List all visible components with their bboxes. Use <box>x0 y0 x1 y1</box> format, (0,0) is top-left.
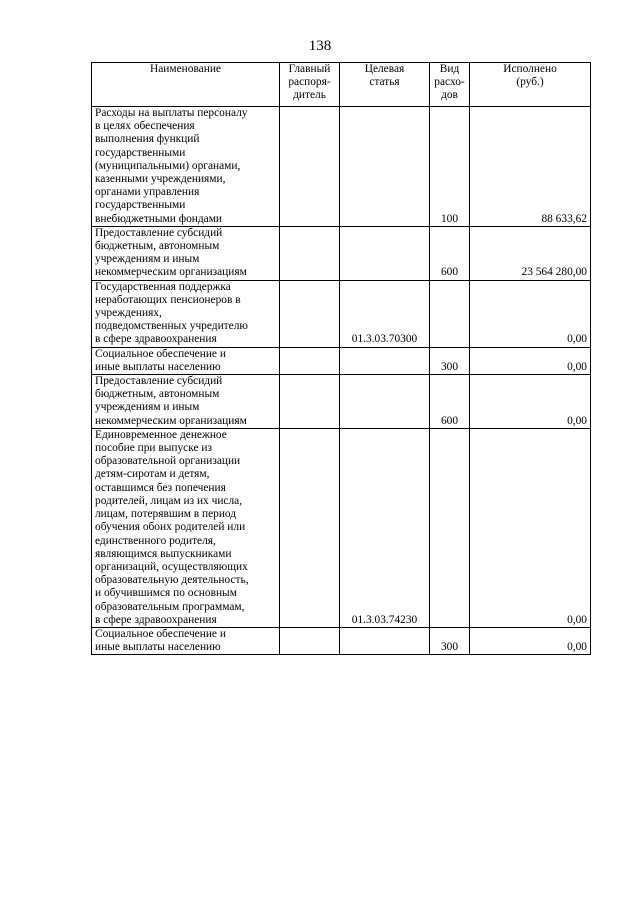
column-header-chief-administrator: Главный распоря- дитель <box>280 63 340 107</box>
row-chief-cell <box>280 107 340 227</box>
row-chief-cell <box>280 226 340 280</box>
row-target-cell <box>340 627 430 654</box>
row-chief-cell <box>280 347 340 374</box>
column-header-expense-type: Вид расхо- дов <box>430 63 470 107</box>
budget-execution-table <box>91 62 591 655</box>
row-name-cell: Государственная поддержка неработающих пенсионеров в учреждениях, подведомственных учредителю в сфере здравоохранения <box>92 280 280 347</box>
table-row <box>92 627 591 654</box>
table-row <box>92 428 591 627</box>
row-target-cell <box>340 347 430 374</box>
row-name-cell: Предоставление субсидий бюджетным, автономным учреждениям и иным некоммерческим организациям <box>92 226 280 280</box>
row-chief-cell <box>280 627 340 654</box>
table-row <box>92 280 591 347</box>
row-target-cell <box>340 375 430 429</box>
row-name-cell: Расходы на выплаты персоналу в целях обеспечения выполнения функций государственными (муниципальными) органами, казенными учреждениями, органами управления государственными внебюджетными фондами <box>92 107 280 227</box>
row-executed-cell: 0,00 <box>470 428 591 627</box>
table-row <box>92 347 591 374</box>
row-target-cell <box>340 226 430 280</box>
row-kind-cell: 300 <box>430 627 470 654</box>
row-chief-cell <box>280 280 340 347</box>
row-kind-cell: 600 <box>430 375 470 429</box>
column-header-target-article: Целевая статья <box>340 63 430 107</box>
row-executed-cell: 0,00 <box>470 627 591 654</box>
table-header-row <box>92 63 591 107</box>
row-name-cell: Социальное обеспечение и иные выплаты населению <box>92 347 280 374</box>
row-name-cell: Социальное обеспечение и иные выплаты населению <box>92 627 280 654</box>
row-name-cell: Единовременное денежное пособие при выпуске из образовательной организации детям-сиротам и детям, оставшимся без попечения родителей, лицам из их числа, лицам, потерявшим в период обучения обоих родителей или единственного родителя, являющимся выпускниками организаций, осуществляющих образовательную деятельность, и обучившимся по основным образовательным программам, в сфере здравоохранения <box>92 428 280 627</box>
row-target-cell: 01.3.03.74230 <box>340 428 430 627</box>
page-number: 138 <box>308 38 332 54</box>
row-executed-cell: 23 564 280,00 <box>470 226 591 280</box>
row-kind-cell: 300 <box>430 347 470 374</box>
row-chief-cell <box>280 428 340 627</box>
row-target-cell <box>340 107 430 227</box>
row-name-cell: Предоставление субсидий бюджетным, автономным учреждениям и иным некоммерческим организациям <box>92 375 280 429</box>
row-kind-cell: 100 <box>430 107 470 227</box>
table-row <box>92 107 591 227</box>
column-header-name: Наименование <box>92 63 280 107</box>
row-chief-cell <box>280 375 340 429</box>
row-kind-cell: 600 <box>430 226 470 280</box>
row-kind-cell <box>430 280 470 347</box>
row-executed-cell: 88 633,62 <box>470 107 591 227</box>
row-target-cell: 01.3.03.70300 <box>340 280 430 347</box>
row-executed-cell: 0,00 <box>470 280 591 347</box>
row-executed-cell: 0,00 <box>470 375 591 429</box>
row-kind-cell <box>430 428 470 627</box>
table-row <box>92 226 591 280</box>
column-header-executed: Исполнено (руб.) <box>470 63 591 107</box>
row-executed-cell: 0,00 <box>470 347 591 374</box>
table-row <box>92 375 591 429</box>
